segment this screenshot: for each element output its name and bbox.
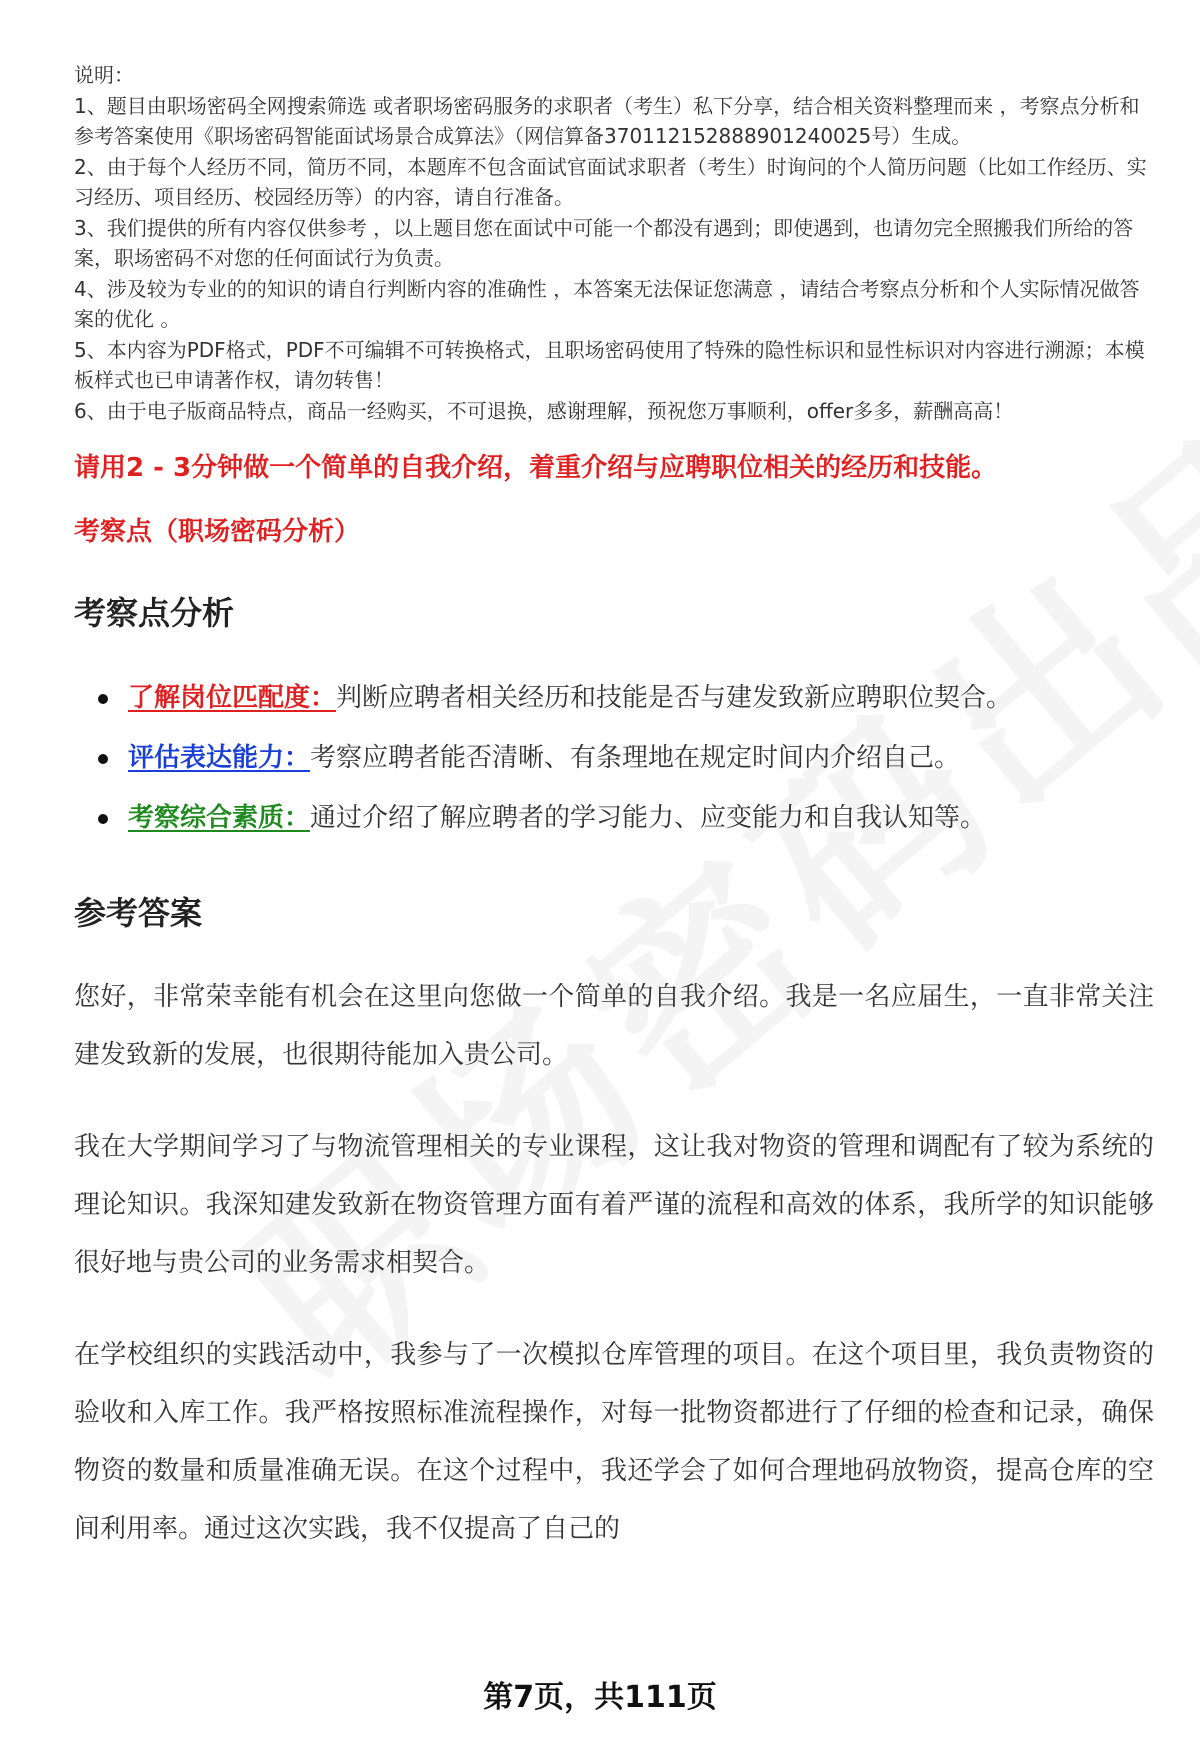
analysis-title: 考察点分析 [74, 594, 235, 632]
point-label-job-match: 了解岗位匹配度： [128, 683, 337, 713]
point-desc: 判断应聘者相关经历和技能是否与建发致新应聘职位契合。 [336, 683, 1013, 713]
note-item: 6、由于电子版商品特点，商品一经购买，不可退换，感谢理解，预祝您万事顺利，offer多多，薪酬高高！ [74, 398, 1014, 423]
point-desc: 通过介绍了解应聘者的学习能力、应变能力和自我认知等。 [310, 803, 987, 833]
note-item: 3、我们提供的所有内容仅供参考 ，以上题目您在面试中可能一个都没有遇到；即使遇到，也请勿完全照搬我们所给的答案，职场密码不对您的任何面试行为负责。 [74, 215, 1134, 270]
analysis-subheading: 考察点（职场密码分析） [74, 517, 361, 547]
answer-paragraph: 在学校组织的实践活动中，我参与了一次模拟仓库管理的项目。在这个项目里，我负责物资的验收和入库工作。我严格按照标准流程操作，对每一批物资都进行了仔细的检查和记录，确保物资的数量和质量准确无误。在这个过程中，我还学会了如何合理地码放物资，提高仓库的空间利用率。通过这次实践，我不仅提高了自己的 [74, 1340, 1154, 1544]
note-item: 1、题目由职场密码全网搜索筛选 或者职场密码服务的求职者（考生）私下分享，结合相关资料整理而来 ，考察点分析和参考答案使用《职场密码智能面试场景合成算法》（网信算备370112152888901240025号）生成。 [74, 93, 1140, 148]
note-item: 5、本内容为PDF格式，PDF不可编辑不可转换格式，且职场密码使用了特殊的隐性标识和显性标识对内容进行溯源；本模板样式也已申请著作权，请勿转售！ [74, 337, 1145, 392]
page-number: 第7页，共111页 [483, 1680, 717, 1715]
interview-question: 请用2 - 3分钟做一个简单的自我介绍，着重介绍与应聘职位相关的经历和技能。 [74, 453, 998, 483]
page-content [74, 60, 1154, 1584]
answer-paragraph: 您好，非常荣幸能有机会在这里向您做一个简单的自我介绍。我是一名应届生，一直非常关注建发致新的发展，也很期待能加入贵公司。 [74, 982, 1154, 1070]
analysis-point [98, 740, 1154, 776]
analysis-points [74, 680, 1154, 836]
note-item: 4、涉及较为专业的的知识的请自行判断内容的准确性 ，本答案无法保证您满意 ，请结合考察点分析和个人实际情况做答案的优化 。 [74, 276, 1140, 331]
analysis-point [98, 680, 1154, 716]
point-label-overall-quality: 考察综合素质： [128, 803, 311, 833]
note-item: 2、由于每个人经历不同，简历不同，本题库不包含面试官面试求职者（考生）时询问的个人简历问题（比如工作经历、实习经历、项目经历、校园经历等）的内容，请自行准备。 [74, 154, 1147, 209]
analysis-point [98, 800, 1154, 836]
answer-title: 参考答案 [74, 894, 203, 932]
answer-paragraph: 我在大学期间学习了与物流管理相关的专业课程，这让我对物资的管理和调配有了较为系统的理论知识。我深知建发致新在物资管理方面有着严谨的流程和高效的体系，我所学的知识能够很好地与贵公司的业务需求相契合。 [74, 1132, 1154, 1278]
point-desc: 考察应聘者能否清晰、有条理地在规定时间内介绍自己。 [310, 743, 961, 773]
point-label-expression: 评估表达能力： [128, 743, 311, 773]
notes-heading: 说明： [74, 63, 134, 87]
notes-block [74, 60, 1154, 426]
